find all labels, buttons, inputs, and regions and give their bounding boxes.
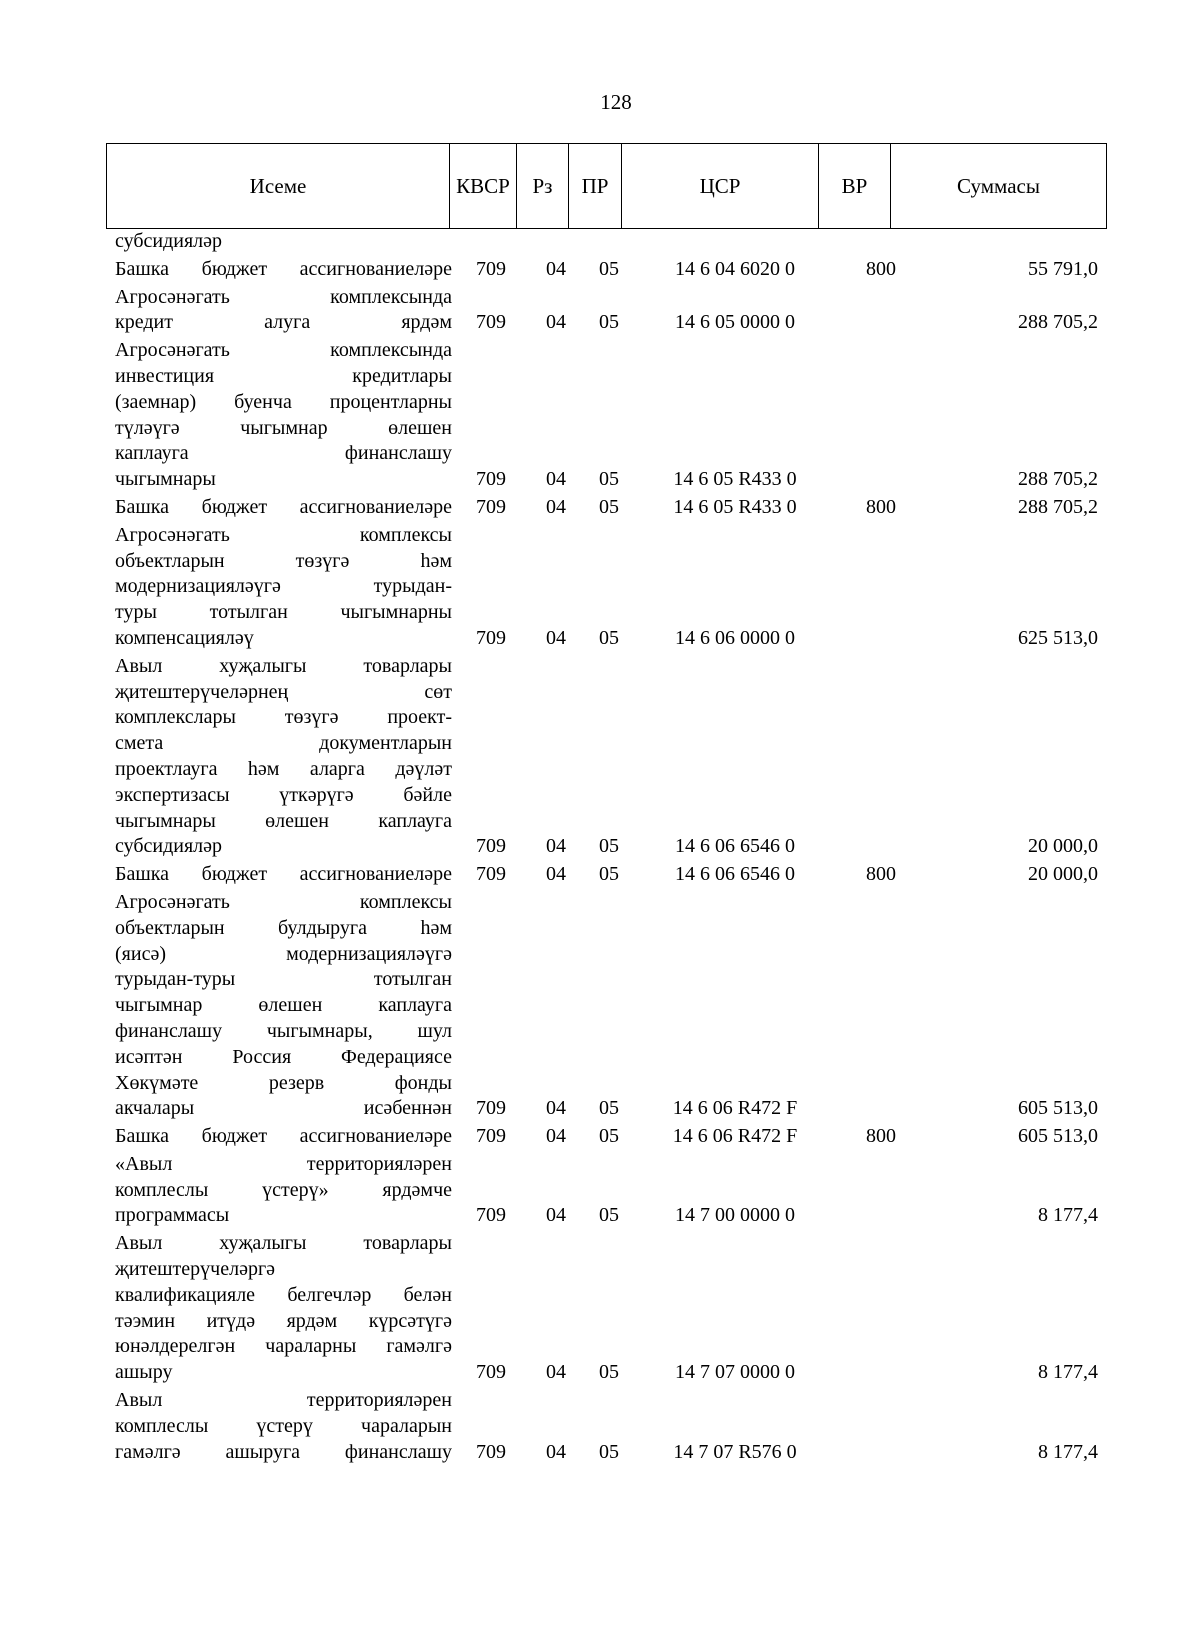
row-name-line: Агросәнәгать комплексы: [115, 890, 452, 913]
row-name-line: чыгымнары: [115, 468, 216, 491]
row-kvsr: 709: [476, 495, 506, 518]
row-name-line: объектларын булдыруга һәм: [115, 916, 452, 939]
table-row: [0, 523, 1200, 652]
table-row: [0, 1124, 1200, 1150]
row-pr: 05: [599, 1440, 619, 1463]
row-name-line: программасы: [115, 1204, 230, 1227]
row-name-line: Агросәнәгать комплексында: [115, 285, 452, 308]
row-csr: 14 6 06 6546 0: [675, 863, 795, 886]
row-pr: 05: [599, 835, 619, 858]
row-csr: 14 6 04 6020 0: [675, 257, 795, 280]
row-sum: 8 177,4: [1038, 1204, 1098, 1227]
row-name-line: акчалары исәбеннән: [115, 1097, 452, 1120]
row-csr: 14 6 05 R433 0: [673, 495, 797, 518]
row-name-line: җитештерүчеләрнең сөт: [115, 680, 452, 703]
row-name: [115, 285, 452, 337]
row-name-line: Башка бюджет ассигнованиеләре: [115, 863, 452, 886]
row-name-line: комплеслы үстерү» ярдәмче: [115, 1178, 452, 1201]
row-rz: 04: [546, 257, 566, 280]
row-csr: 14 6 06 6546 0: [675, 835, 795, 858]
row-kvsr: 709: [476, 626, 506, 649]
header-csr: ЦСР: [622, 144, 819, 229]
row-name: [115, 1152, 452, 1229]
row-name-line: каплауга финанслашу: [115, 442, 452, 465]
row-sum: 625 513,0: [1018, 626, 1098, 649]
row-kvsr: 709: [476, 468, 506, 491]
table-header: [106, 143, 1107, 229]
row-name-line: Башка бюджет ассигнованиеләре: [115, 257, 452, 280]
header-kvsr: КВСР: [450, 144, 517, 229]
row-name-line: экспертизасы үткәрүгә бәйле: [115, 783, 452, 806]
table-row: [0, 285, 1200, 337]
row-csr: 14 6 05 R433 0: [673, 468, 797, 491]
row-rz: 04: [546, 311, 566, 334]
row-csr: 14 7 07 0000 0: [675, 1361, 795, 1384]
row-name-line: комплекслары төзүгә проект-: [115, 706, 452, 729]
row-sum: 20 000,0: [1028, 835, 1098, 858]
row-name-line: Агросәнәгать комплексы: [115, 523, 452, 546]
row-name-line: комплеслы үстерү чараларын: [115, 1414, 452, 1437]
table-row: [0, 1231, 1200, 1386]
row-name-line: Башка бюджет ассигнованиеләре: [115, 495, 452, 518]
row-name-line: компенсацияләү: [115, 626, 254, 649]
row-sum: 20 000,0: [1028, 863, 1098, 886]
row-sum: 55 791,0: [1028, 257, 1098, 280]
row-pr: 05: [599, 311, 619, 334]
row-vr: 800: [866, 1125, 896, 1148]
row-name: [115, 862, 452, 888]
row-rz: 04: [546, 468, 566, 491]
row-kvsr: 709: [476, 1204, 506, 1227]
row-name: [115, 1124, 452, 1150]
row-rz: 04: [546, 495, 566, 518]
row-kvsr: 709: [476, 257, 506, 280]
row-sum: 288 705,2: [1018, 468, 1098, 491]
header-sum: Суммасы: [891, 144, 1107, 229]
row-name-line: Башка бюджет ассигнованиеләре: [115, 1125, 452, 1148]
row-kvsr: 709: [476, 835, 506, 858]
header-name: Исеме: [107, 144, 450, 229]
row-rz: 04: [546, 1440, 566, 1463]
row-rz: 04: [546, 1204, 566, 1227]
row-rz: 04: [546, 1125, 566, 1148]
row-name: [115, 257, 452, 283]
row-gap: [0, 1465, 1200, 1467]
row-name-line: (яисә) модернизацияләүгә: [115, 942, 452, 965]
row-name-line: ашыру: [115, 1361, 173, 1384]
row-pr: 05: [599, 1361, 619, 1384]
row-name-line: проектлауга һәм аларга дәүләт: [115, 757, 452, 780]
row-pr: 05: [599, 257, 619, 280]
row-name-line: чыгымнар өлешен каплауга: [115, 994, 452, 1017]
row-pr: 05: [599, 626, 619, 649]
row-name-line: Авыл территорияләрен: [115, 1389, 452, 1412]
table-row: [0, 1388, 1200, 1465]
row-pr: 05: [599, 495, 619, 518]
row-name-line: гамәлгә ашыруга финанслашу: [115, 1440, 452, 1463]
row-csr: 14 7 07 R576 0: [673, 1440, 797, 1463]
row-name-line: исәптән Россия Федерациясе: [115, 1045, 452, 1068]
row-pr: 05: [599, 1125, 619, 1148]
row-csr: 14 6 06 R472 F: [672, 1125, 798, 1148]
table-row: [0, 1152, 1200, 1229]
row-name-line: Хөкүмәте резерв фонды: [115, 1071, 452, 1094]
row-name-line: Авыл хуҗалыгы товарлары: [115, 654, 452, 677]
row-rz: 04: [546, 626, 566, 649]
row-pr: 05: [599, 863, 619, 886]
row-name-line: юнәлдерелгән чараларны гамәлгә: [115, 1335, 452, 1358]
row-sum: 605 513,0: [1018, 1097, 1098, 1120]
row-name-line: объектларын төзүгә һәм: [115, 549, 452, 572]
row-name: [115, 1388, 452, 1465]
header-vr: ВР: [819, 144, 891, 229]
row-vr: 800: [866, 495, 896, 518]
row-name: [115, 1231, 452, 1386]
row-name-line: тәэмин итүдә ярдәм күрсәтүгә: [115, 1309, 452, 1332]
row-pr: 05: [599, 1097, 619, 1120]
row-name-line: субсидияләр: [115, 835, 223, 858]
row-name-line: инвестиция кредитлары: [115, 364, 452, 387]
header-rz: Рз: [517, 144, 569, 229]
row-name-line: смета документларын: [115, 732, 452, 755]
table-row: [0, 257, 1200, 283]
row-name-line: туры тотылган чыгымнарны: [115, 601, 452, 624]
row-sum: 605 513,0: [1018, 1125, 1098, 1148]
row-name: [115, 890, 452, 1122]
row-name: [115, 523, 452, 652]
row-csr: 14 7 00 0000 0: [675, 1204, 795, 1227]
row-csr: 14 6 06 0000 0: [675, 626, 795, 649]
header-pr: ПР: [569, 144, 622, 229]
row-name-line: субсидияләр: [115, 230, 223, 252]
table-row: [0, 338, 1200, 493]
row-name-line: финанслашу чыгымнары, шул: [115, 1019, 452, 1042]
row-sum: 8 177,4: [1038, 1361, 1098, 1384]
row-name-line: түләүгә чыгымнар өлешен: [115, 416, 452, 439]
row-kvsr: 709: [476, 1440, 506, 1463]
row-name: [115, 654, 452, 860]
row-sum: 288 705,2: [1018, 495, 1098, 518]
page-number: 128: [600, 90, 632, 114]
table-row: [0, 229, 1200, 255]
row-name-line: турыдан-туры тотылган: [115, 968, 452, 991]
row-kvsr: 709: [476, 1361, 506, 1384]
row-vr: 800: [866, 863, 896, 886]
table-row: [0, 890, 1200, 1122]
row-kvsr: 709: [476, 863, 506, 886]
row-pr: 05: [599, 1204, 619, 1227]
row-rz: 04: [546, 1361, 566, 1384]
row-name-line: квалификацияле белгечләр белән: [115, 1283, 452, 1306]
row-rz: 04: [546, 1097, 566, 1120]
table-row: [0, 862, 1200, 888]
row-kvsr: 709: [476, 1125, 506, 1148]
row-name-line: Агросәнәгать комплексында: [115, 339, 452, 362]
row-name-line: кредит алуга ярдәм: [115, 311, 452, 334]
row-kvsr: 709: [476, 311, 506, 334]
row-name-line: Авыл хуҗалыгы товарлары: [115, 1232, 452, 1255]
table-body: [0, 229, 1200, 1467]
row-sum: 288 705,2: [1018, 311, 1098, 334]
row-name: [115, 338, 452, 493]
row-name: [115, 229, 452, 255]
table-row: [0, 495, 1200, 521]
row-name-line: «Авыл территорияләрен: [115, 1152, 452, 1175]
row-name-line: җитештерүчеләргә: [115, 1258, 276, 1281]
row-name-line: модернизацияләүгә турыдан-: [115, 575, 452, 598]
row-csr: 14 6 06 R472 F: [672, 1097, 798, 1120]
row-name-line: (заемнар) буенча процентларны: [115, 390, 452, 413]
row-name: [115, 495, 452, 521]
row-vr: 800: [866, 257, 896, 280]
row-rz: 04: [546, 863, 566, 886]
row-rz: 04: [546, 835, 566, 858]
row-kvsr: 709: [476, 1097, 506, 1120]
row-csr: 14 6 05 0000 0: [675, 311, 795, 334]
table-row: [0, 654, 1200, 860]
row-name-line: чыгымнары өлешен каплауга: [115, 809, 452, 832]
row-sum: 8 177,4: [1038, 1440, 1098, 1463]
row-pr: 05: [599, 468, 619, 491]
